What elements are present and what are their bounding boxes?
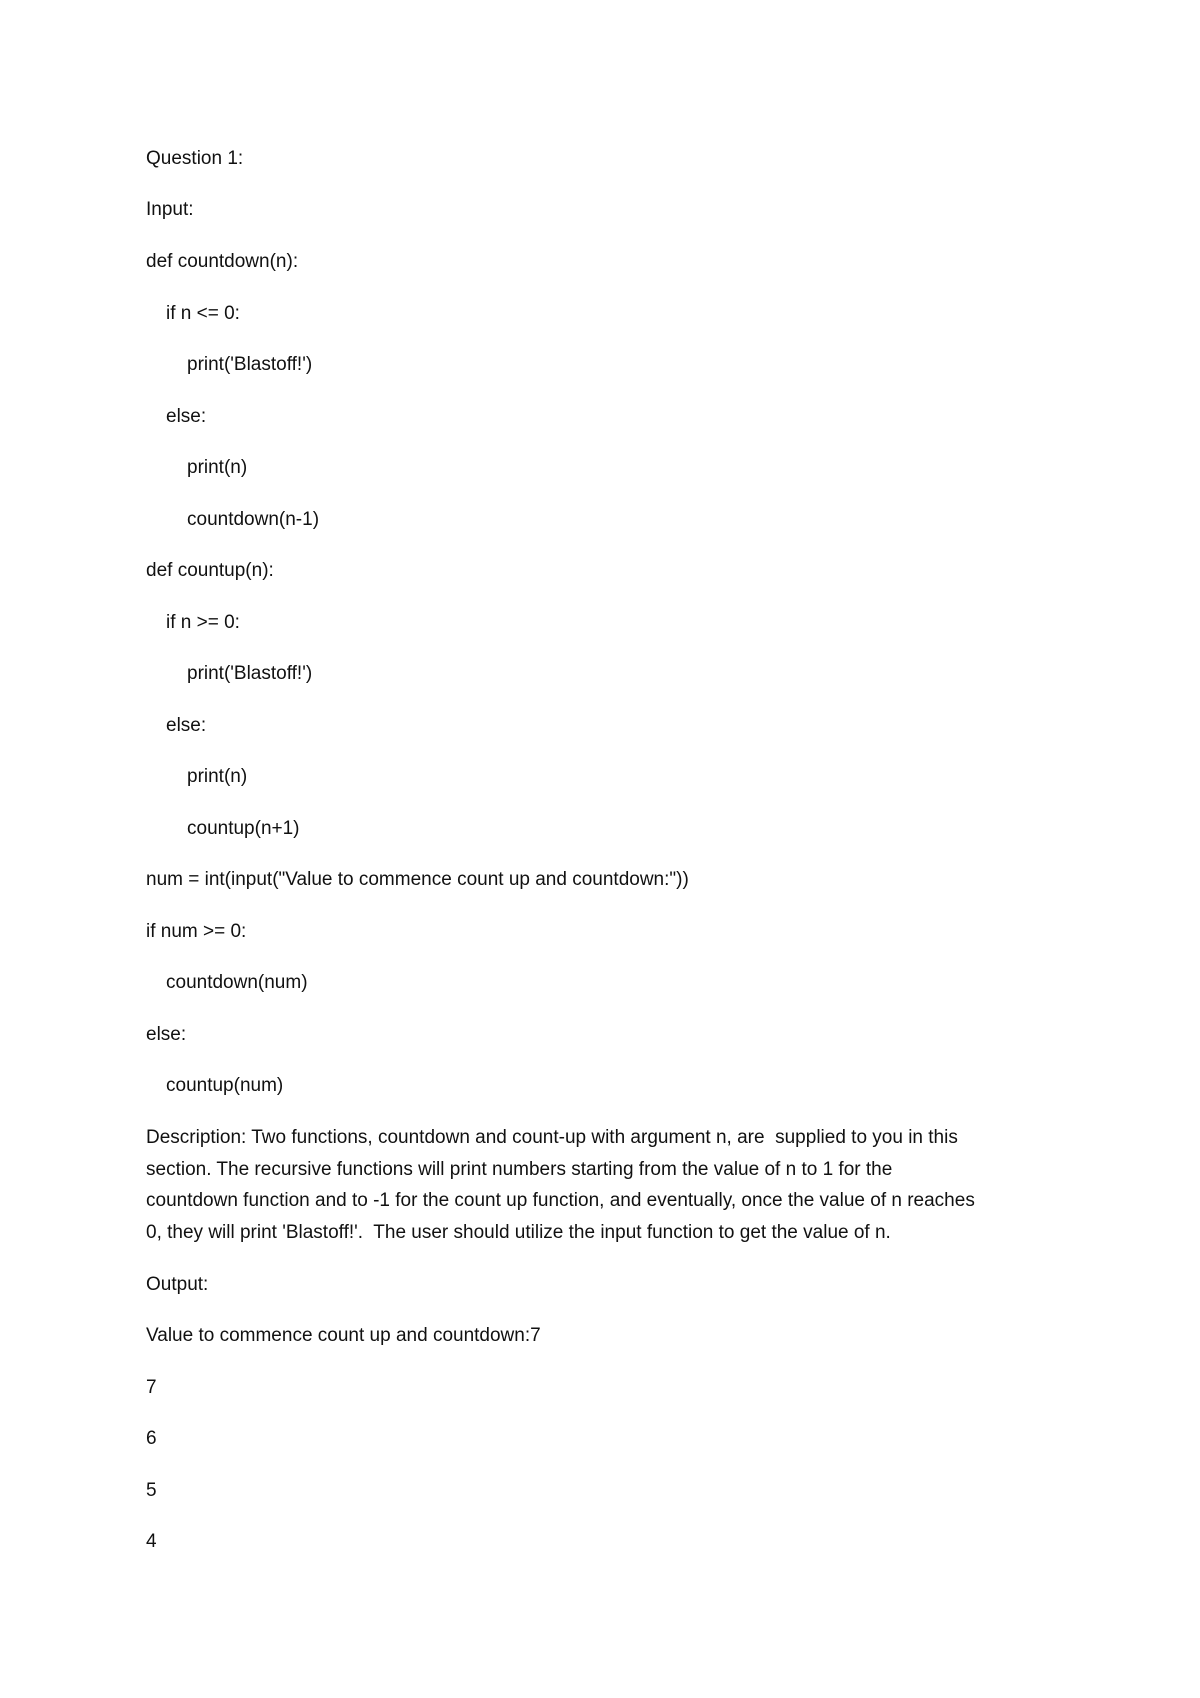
output-line: 5 [146,1480,157,1501]
description-line: section. The recursive functions will print numbers starting from the value of n to 1 for the [146,1158,893,1180]
output-heading: Output: [146,1274,209,1295]
code-line: print('Blastoff!') [187,663,313,684]
code-line: else: [146,1024,187,1045]
code-line: countdown(num) [166,972,308,993]
description-line: 0, they will print 'Blastoff!'. The user should utilize the input function to get the value of n. [146,1221,891,1243]
description-paragraph [146,1122,1066,1248]
description-line: countdown function and to -1 for the count up function, and eventually, once the value of n reaches [146,1190,975,1211]
input-heading: Input: [146,199,194,220]
output-line: 4 [146,1531,157,1552]
code-line: countdown(n-1) [187,509,320,530]
code-line: countup(n+1) [187,818,300,839]
code-line: if n <= 0: [166,303,240,324]
description-line: Description: Two functions, countdown and count-up with argument n, are supplied to you in this [146,1127,958,1148]
code-line: print(n) [187,457,248,478]
code-line: countup(num) [166,1075,284,1096]
question-heading: Question 1: [146,148,244,169]
code-line: print('Blastoff!') [187,354,313,375]
output-line: Value to commence count up and countdown:7 [146,1325,541,1346]
code-line: print(n) [187,766,248,787]
code-line: else: [166,715,207,736]
code-line: if n >= 0: [166,612,240,633]
code-line: def countdown(n): [146,251,299,272]
code-line: def countup(n): [146,560,274,581]
output-line: 7 [146,1377,157,1398]
output-line: 6 [146,1428,157,1449]
code-line: if num >= 0: [146,921,247,942]
code-line: else: [166,406,207,427]
code-line: num = int(input("Value to commence count up and countdown:")) [146,869,689,890]
